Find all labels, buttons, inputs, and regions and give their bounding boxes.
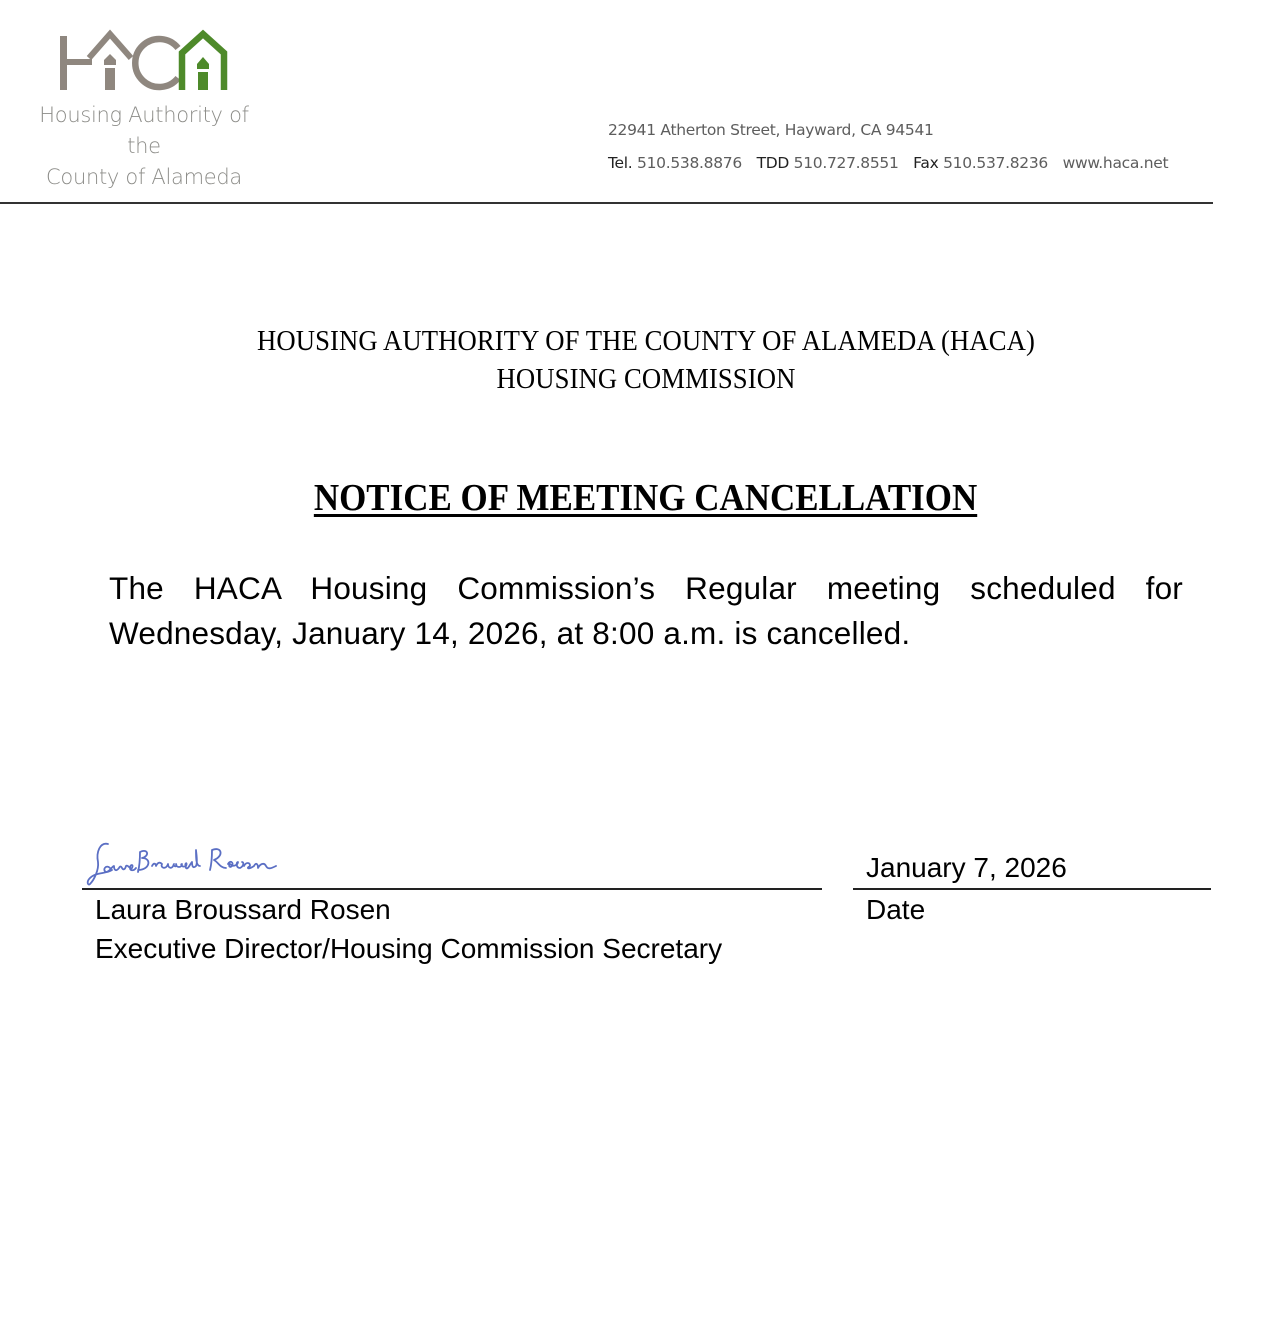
haca-logo [24, 24, 264, 189]
signature-image [86, 838, 291, 888]
organization-heading [52, 322, 1241, 398]
signer-title: Executive Director/Housing Commission Secretary [95, 933, 723, 964]
fax-label: Fax [913, 154, 939, 172]
tel-label: Tel. [608, 154, 633, 172]
signer-name: Laura Broussard Rosen [95, 894, 391, 925]
date-label: Date [866, 894, 926, 925]
tdd-value: 510.727.8551 [793, 154, 899, 172]
notice-title-text: NOTICE OF MEETING CANCELLATION [314, 477, 978, 519]
website-link[interactable]: www.haca.net [1062, 154, 1169, 172]
org-line-2: HOUSING COMMISSION [496, 363, 796, 395]
org-line-1: HOUSING AUTHORITY OF THE COUNTY OF ALAMEDA (HACA) [256, 325, 1035, 357]
logo-line-2: County of Alameda [46, 165, 242, 189]
signed-date: January 7, 2026 [866, 852, 1067, 883]
letterhead-divider [0, 202, 1213, 204]
signature-line [82, 888, 822, 890]
contact-line [608, 152, 1168, 185]
logo-line-1: Housing Authority of the [39, 103, 249, 158]
tel-value: 510.538.8876 [637, 154, 742, 172]
logo-text [24, 100, 264, 193]
date-line [853, 888, 1211, 890]
fax-value: 510.537.8236 [943, 154, 1048, 172]
address: 22941 Atherton Street, Hayward, CA 94541 [608, 121, 934, 139]
haca-logo-mark-icon [60, 28, 230, 94]
tdd-label: TDD [756, 154, 790, 172]
notice-body: The HACA Housing Commission’s Regular meeting scheduled for Wednesday, January 14, 2026, at 8:00 a.m. is cancelled. [109, 570, 1183, 651]
contact-block [608, 119, 1168, 185]
notice-title [0, 476, 1275, 520]
